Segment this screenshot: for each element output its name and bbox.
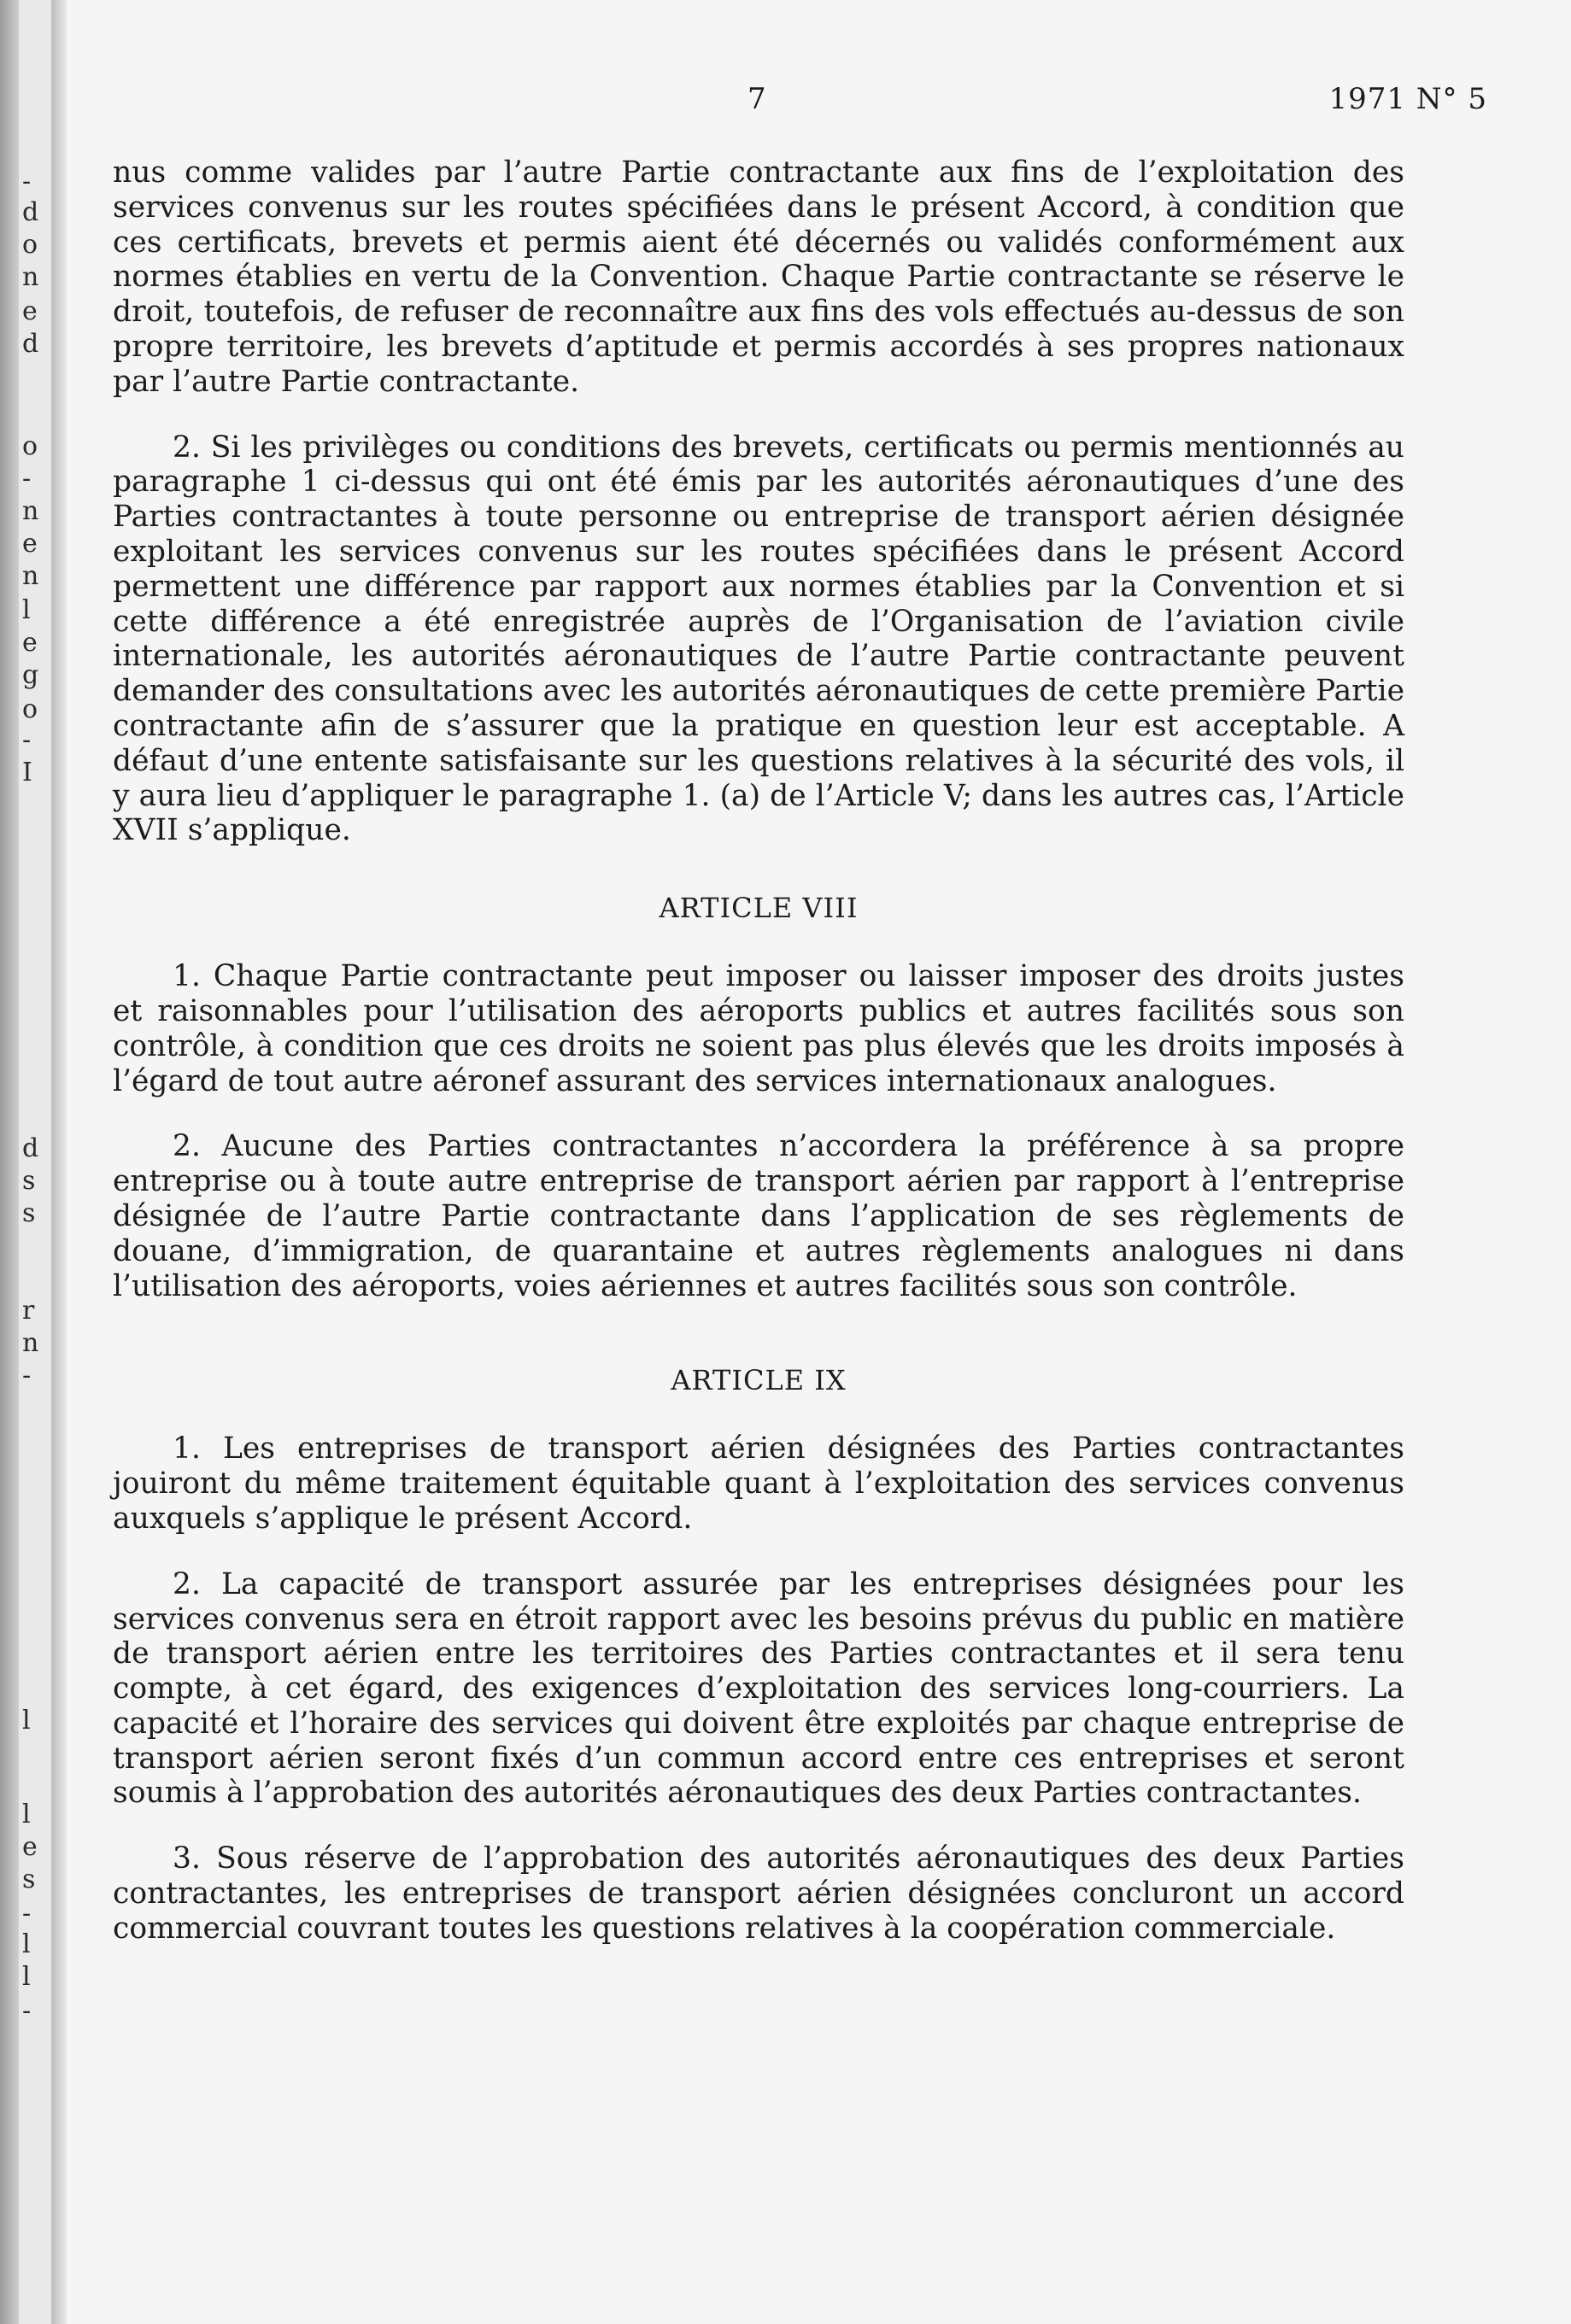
adjacent-page-char: l bbox=[22, 1800, 31, 1829]
document-page bbox=[67, 0, 1571, 2324]
page-header bbox=[67, 82, 1571, 125]
adjacent-page-char: n bbox=[22, 262, 39, 292]
adjacent-page-char: d bbox=[22, 329, 39, 359]
article-viii-paragraph-1: 1. Chaque Partie contractante peut imposer ou laisser imposer des droits justes et raisonnables pour l’utilisation des aéroports publics et autres facilités sous son contrôle, à condition que ces droits ne soient pas plus élevés que les droits imposés à l’égard de tout autre aéronef assurant des services internationaux analogues. bbox=[113, 959, 1404, 1098]
adjacent-page-char: l bbox=[22, 1929, 31, 1959]
adjacent-page-char: e bbox=[22, 529, 38, 559]
body-text bbox=[113, 155, 1404, 1946]
adjacent-page-char: d bbox=[22, 1133, 39, 1163]
book-binding bbox=[0, 0, 19, 2324]
adjacent-page-char: - bbox=[22, 464, 32, 494]
adjacent-page-char: s bbox=[22, 1198, 36, 1228]
paragraph-2: 2. Si les privilèges ou conditions des brevets, certificats ou permis mentionnés au paragraphe 1 ci-dessus qui ont été émis par les autorités aéronautiques d’une des Parties contractantes à toute personne ou entreprise de transport aérien désignée exploitant les services convenus sur les routes spécifiées dans le présent Accord permettent une différence par rapport aux normes établies par la Convention et si cette différence a été enregistrée auprès de l’Organisation de l’aviation civile internationale, les autorités aéronautiques de l’autre Partie contractante peuvent demander des consultations avec les autorités aéronautiques de cette première Partie contractante afin de s’assurer que la pratique en question leur est acceptable. A défaut d’une entente satisfaisante sur les questions relatives à la sécurité des vols, il y aura lieu d’appliquer le paragraphe 1. (a) de l’Article V; dans les autres cas, l’Article XVII s’applique. bbox=[113, 430, 1404, 848]
adjacent-page-char: l bbox=[22, 595, 31, 625]
adjacent-page-char: r bbox=[22, 1296, 35, 1326]
adjacent-page-char: l bbox=[22, 1706, 31, 1736]
page-number: 7 bbox=[747, 82, 766, 116]
adjacent-page-char: d bbox=[22, 197, 39, 227]
adjacent-page-char: I bbox=[22, 758, 32, 787]
article-ix-paragraph-2: 2. La capacité de transport assurée par les entreprises désignées pour les services convenus sera en étroit rapport avec les besoins prévus du public en matière de transport aérien entre les territoires des Parties contractantes et il sera tenu compte, à cet égard, des exigences d’exploitation des services long-courriers. La capacité et l’horaire des services qui doivent être exploités par chaque entreprise de transport aérien seront fixés d’un commun accord entre ces entreprises et seront soumis à l’approbation des autorités aéronautiques des deux Parties contractantes. bbox=[113, 1566, 1404, 1811]
adjacent-page-char: - bbox=[22, 1996, 32, 2026]
volume-number: 1971 N° 5 bbox=[1328, 82, 1487, 116]
adjacent-page-char: n bbox=[22, 561, 39, 591]
adjacent-page-char: o bbox=[22, 694, 38, 724]
adjacent-page-char: s bbox=[22, 1166, 36, 1196]
article-viii-paragraph-2: 2. Aucune des Parties contractantes n’accordera la préférence à sa propre entreprise ou à toute autre entreprise de transport aérien par rapport à l’entreprise désignée de l’autre Partie contractante dans l’application de ses règlements de douane, d’immigration, de quarantaine et autres règlements analogues ni dans l’utilisation des aéroports, voies aériennes et autres facilités sous son contrôle. bbox=[113, 1129, 1404, 1303]
adjacent-page-char: n bbox=[22, 1328, 39, 1358]
article-viii-heading: ARTICLE VIII bbox=[659, 892, 859, 925]
article-ix-paragraph-1: 1. Les entreprises de transport aérien désignées des Parties contractantes jouiront du même traitement équitable quant à l’exploitation des services convenus auxquels s’applique le présent Accord. bbox=[113, 1431, 1404, 1536]
adjacent-page-char: - bbox=[22, 1899, 32, 1929]
adjacent-page-char: - bbox=[22, 1361, 32, 1390]
article-ix-paragraph-3: 3. Sous réserve de l’approbation des autorités aéronautiques des deux Parties contractantes, les entreprises de transport aérien désignées concluront un accord commercial couvrant toutes les questions relatives à la coopération commerciale. bbox=[113, 1841, 1404, 1946]
adjacent-page-char: - bbox=[22, 725, 32, 755]
adjacent-page-char: o bbox=[22, 230, 38, 260]
adjacent-page-char: s bbox=[22, 1864, 36, 1894]
adjacent-page-char: l bbox=[22, 1962, 31, 1992]
paragraph-continuation: nus comme valides par l’autre Partie contractante aux fins de l’exploitation des services convenus sur les routes spécifiées dans le présent Accord, à condition que ces certificats, brevets et permis aient été décernés ou validés conformément aux normes établies en vertu de la Convention. Chaque Partie contractante se réserve le droit, toutefois, de refuser de reconnaître aux fins des vols effectués au-dessus de son propre territoire, les brevets d’aptitude et permis accordés à ses propres nationaux par l’autre Partie contractante. bbox=[113, 155, 1404, 399]
adjacent-page-char: o bbox=[22, 431, 38, 461]
adjacent-page-char: n bbox=[22, 496, 39, 526]
adjacent-page-char: - bbox=[22, 167, 32, 196]
adjacent-page-char: e bbox=[22, 628, 38, 658]
adjacent-page-char: e bbox=[22, 296, 38, 326]
article-ix-heading: ARTICLE IX bbox=[671, 1364, 847, 1397]
adjacent-page-char: g bbox=[22, 660, 39, 690]
adjacent-page-char: e bbox=[22, 1832, 38, 1862]
